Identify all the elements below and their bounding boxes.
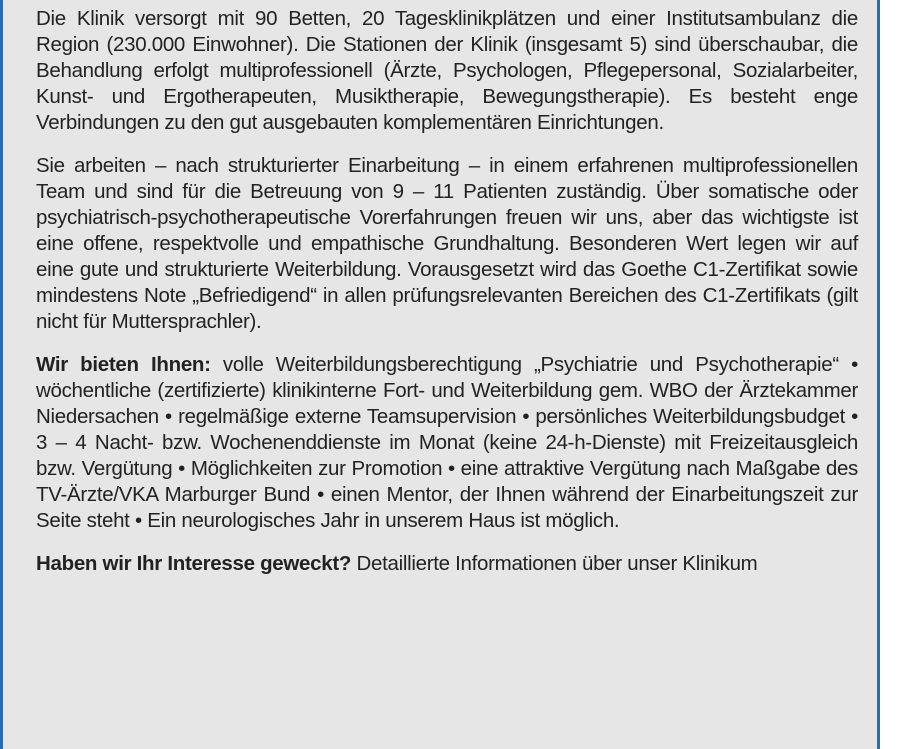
benefits-heading: Wir bieten Ihnen: <box>36 353 211 376</box>
right-margin <box>880 0 899 749</box>
paragraph-contact <box>36 551 858 577</box>
paragraph-job-description <box>36 153 858 335</box>
interest-heading: Haben wir Ihr Interesse geweckt? <box>36 552 352 575</box>
paragraph-text: Sie arbeiten – nach strukturierter Einarbeitung – in einem erfahrenen multiprofessionellen Team und sind für die Betreuung von 9 – 11 Patienten zuständig. Über somatische oder psychiatrisch-psychotherapeutische Vorerfahrungen freuen wir uns, aber das wichtigste ist eine offene, respektvolle und empathische Grundhaltung. Besonderen Wert legen wir auf eine gute und strukturierte Weiterbildung. Vorausgesetzt wird das Goethe C1-Zertifikat sowie mindestens Note „Befriedigend“ in allen prüfungsrelevanten Bereichen des C1-Zertifikats (gilt nicht für Muttersprachler). <box>36 154 858 333</box>
paragraph-text: Detaillierte Informationen über unser Klinikum <box>351 552 758 575</box>
paragraph-benefits <box>36 352 858 534</box>
paragraph-clinic-info <box>36 6 858 136</box>
paragraph-text: Die Klinik versorgt mit 90 Betten, 20 Tagesklinikplätzen und einer Institutsambulanz die Region (230.000 Einwohner). Die Stationen der Klinik (insgesamt 5) sind überschaubar, die Behandlung erfolgt multiprofessionell (Ärzte, Psychologen, Pflegepersonal, Sozialarbeiter, Kunst- und Ergotherapeuten, Musiktherapie, Bewegungstherapie). Es besteht enge Verbindungen zu den gut ausgebauten komplementären Einrichtungen. <box>36 7 858 134</box>
document-body <box>36 6 858 594</box>
paragraph-text: volle Weiterbildungsberechtigung „Psychiatrie und Psychotherapie“ • wöchentliche (zertifizierte) klinikinterne Fort- und Weiterbildung gem. WBO der Ärztekammer Niedersachen • regelmäßige externe Teamsupervision • persönliches Weiterbildungsbudget • 3 – 4 Nacht- bzw. Wochenenddienste im Monat (keine 24-h-Dienste) mit Freizeitausgleich bzw. Vergütung • Möglichkeiten zur Promotion • eine attraktive Vergütung nach Maßgabe des TV-Ärzte/VKA Marburger Bund • einen Mentor, der Ihnen während der Einarbeitungszeit zur Seite steht • Ein neurologisches Jahr in unserem Haus ist möglich. <box>36 353 858 532</box>
